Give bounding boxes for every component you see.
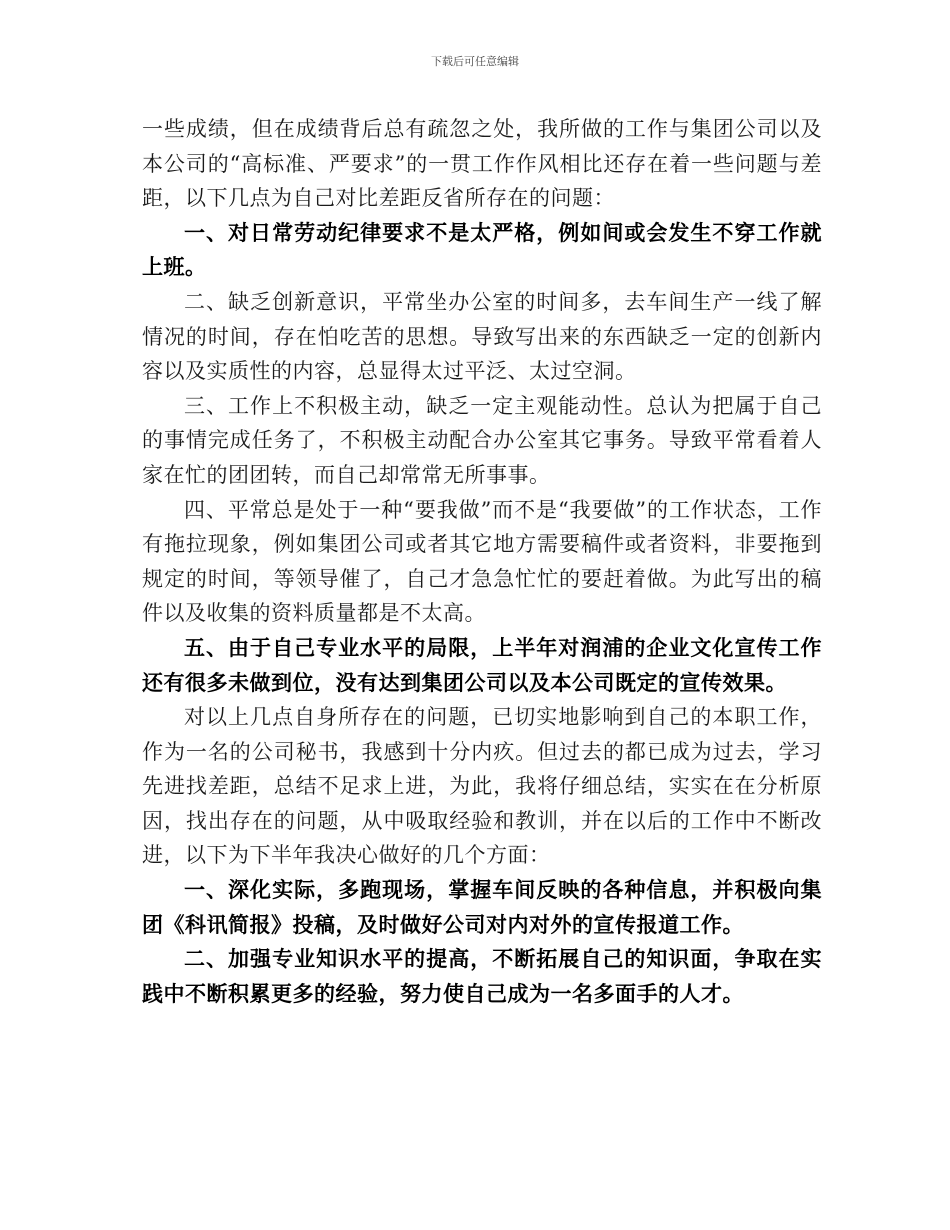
page-header: 下载后可任意编辑 (431, 55, 519, 68)
document-body (142, 112, 822, 1011)
paragraph-plan-2: 二、加强专业知识水平的提高，不断拓展自己的知识面，争取在实践中不断积累更多的经验，努力使自己成为一名多面手的人才。 (142, 946, 822, 1006)
paragraph-problem-4: 四、平常总是处于一种“要我做”而不是“我要做”的工作状态，工作有拖拉现象，例如集团公司或者其它地方需要稿件或者资料，非要拖到规定的时间，等领导催了，自己才急急忙忙的要赶着做。为此写出的稿件以及收集的资料质量都是不太高。 (142, 497, 822, 626)
paragraph-problem-2: 二、缺乏创新意识，平常坐办公室的时间多，去车间生产一线了解情况的时间，存在怕吃苦的思想。导致写出来的东西缺乏一定的创新内容以及实质性的内容，总显得太过平泛、太过空洞。 (142, 289, 822, 384)
paragraph-problem-1: 一、对日常劳动纪律要求不是太严格，例如间或会发生不穿工作就上班。 (142, 219, 822, 280)
paragraph-continuation: 一些成绩，但在成绩背后总有疏忽之处，我所做的工作与集团公司以及本公司的“高标准、严要求”的一贯工作作风相比还存在着一些问题与差距，以下几点为自己对比差距反省所存在的问题： (142, 117, 822, 211)
paragraph-plan-1: 一、深化实际，多跑现场，掌握车间反映的各种信息，并积极向集团《科讯简报》投稿，及时做好公司对内对外的宣传报道工作。 (142, 877, 822, 937)
paragraph-problem-5: 五、由于自己专业水平的局限，上半年对润浦的企业文化宣传工作还有很多未做到位，没有达到集团公司以及本公司既定的宣传效果。 (142, 634, 822, 695)
paragraph-problem-3: 三、工作上不积极主动，缺乏一定主观能动性。总认为把属于自己的事情完成任务了，不积极主动配合办公室其它事务。导致平常看着人家在忙的团团转，而自己却常常无所事事。 (142, 393, 822, 487)
paragraph-reflection: 对以上几点自身所存在的问题，已切实地影响到自己的本职工作，作为一名的公司秘书，我感到十分内疚。但过去的都已成为过去，学习先进找差距，总结不足求上进，为此，我将仔细总结，实实在在分析原因，找出存在的问题，从中吸取经验和教训，并在以后的工作中不断改进，以下为下半年我决心做好的几个方面： (142, 705, 822, 868)
